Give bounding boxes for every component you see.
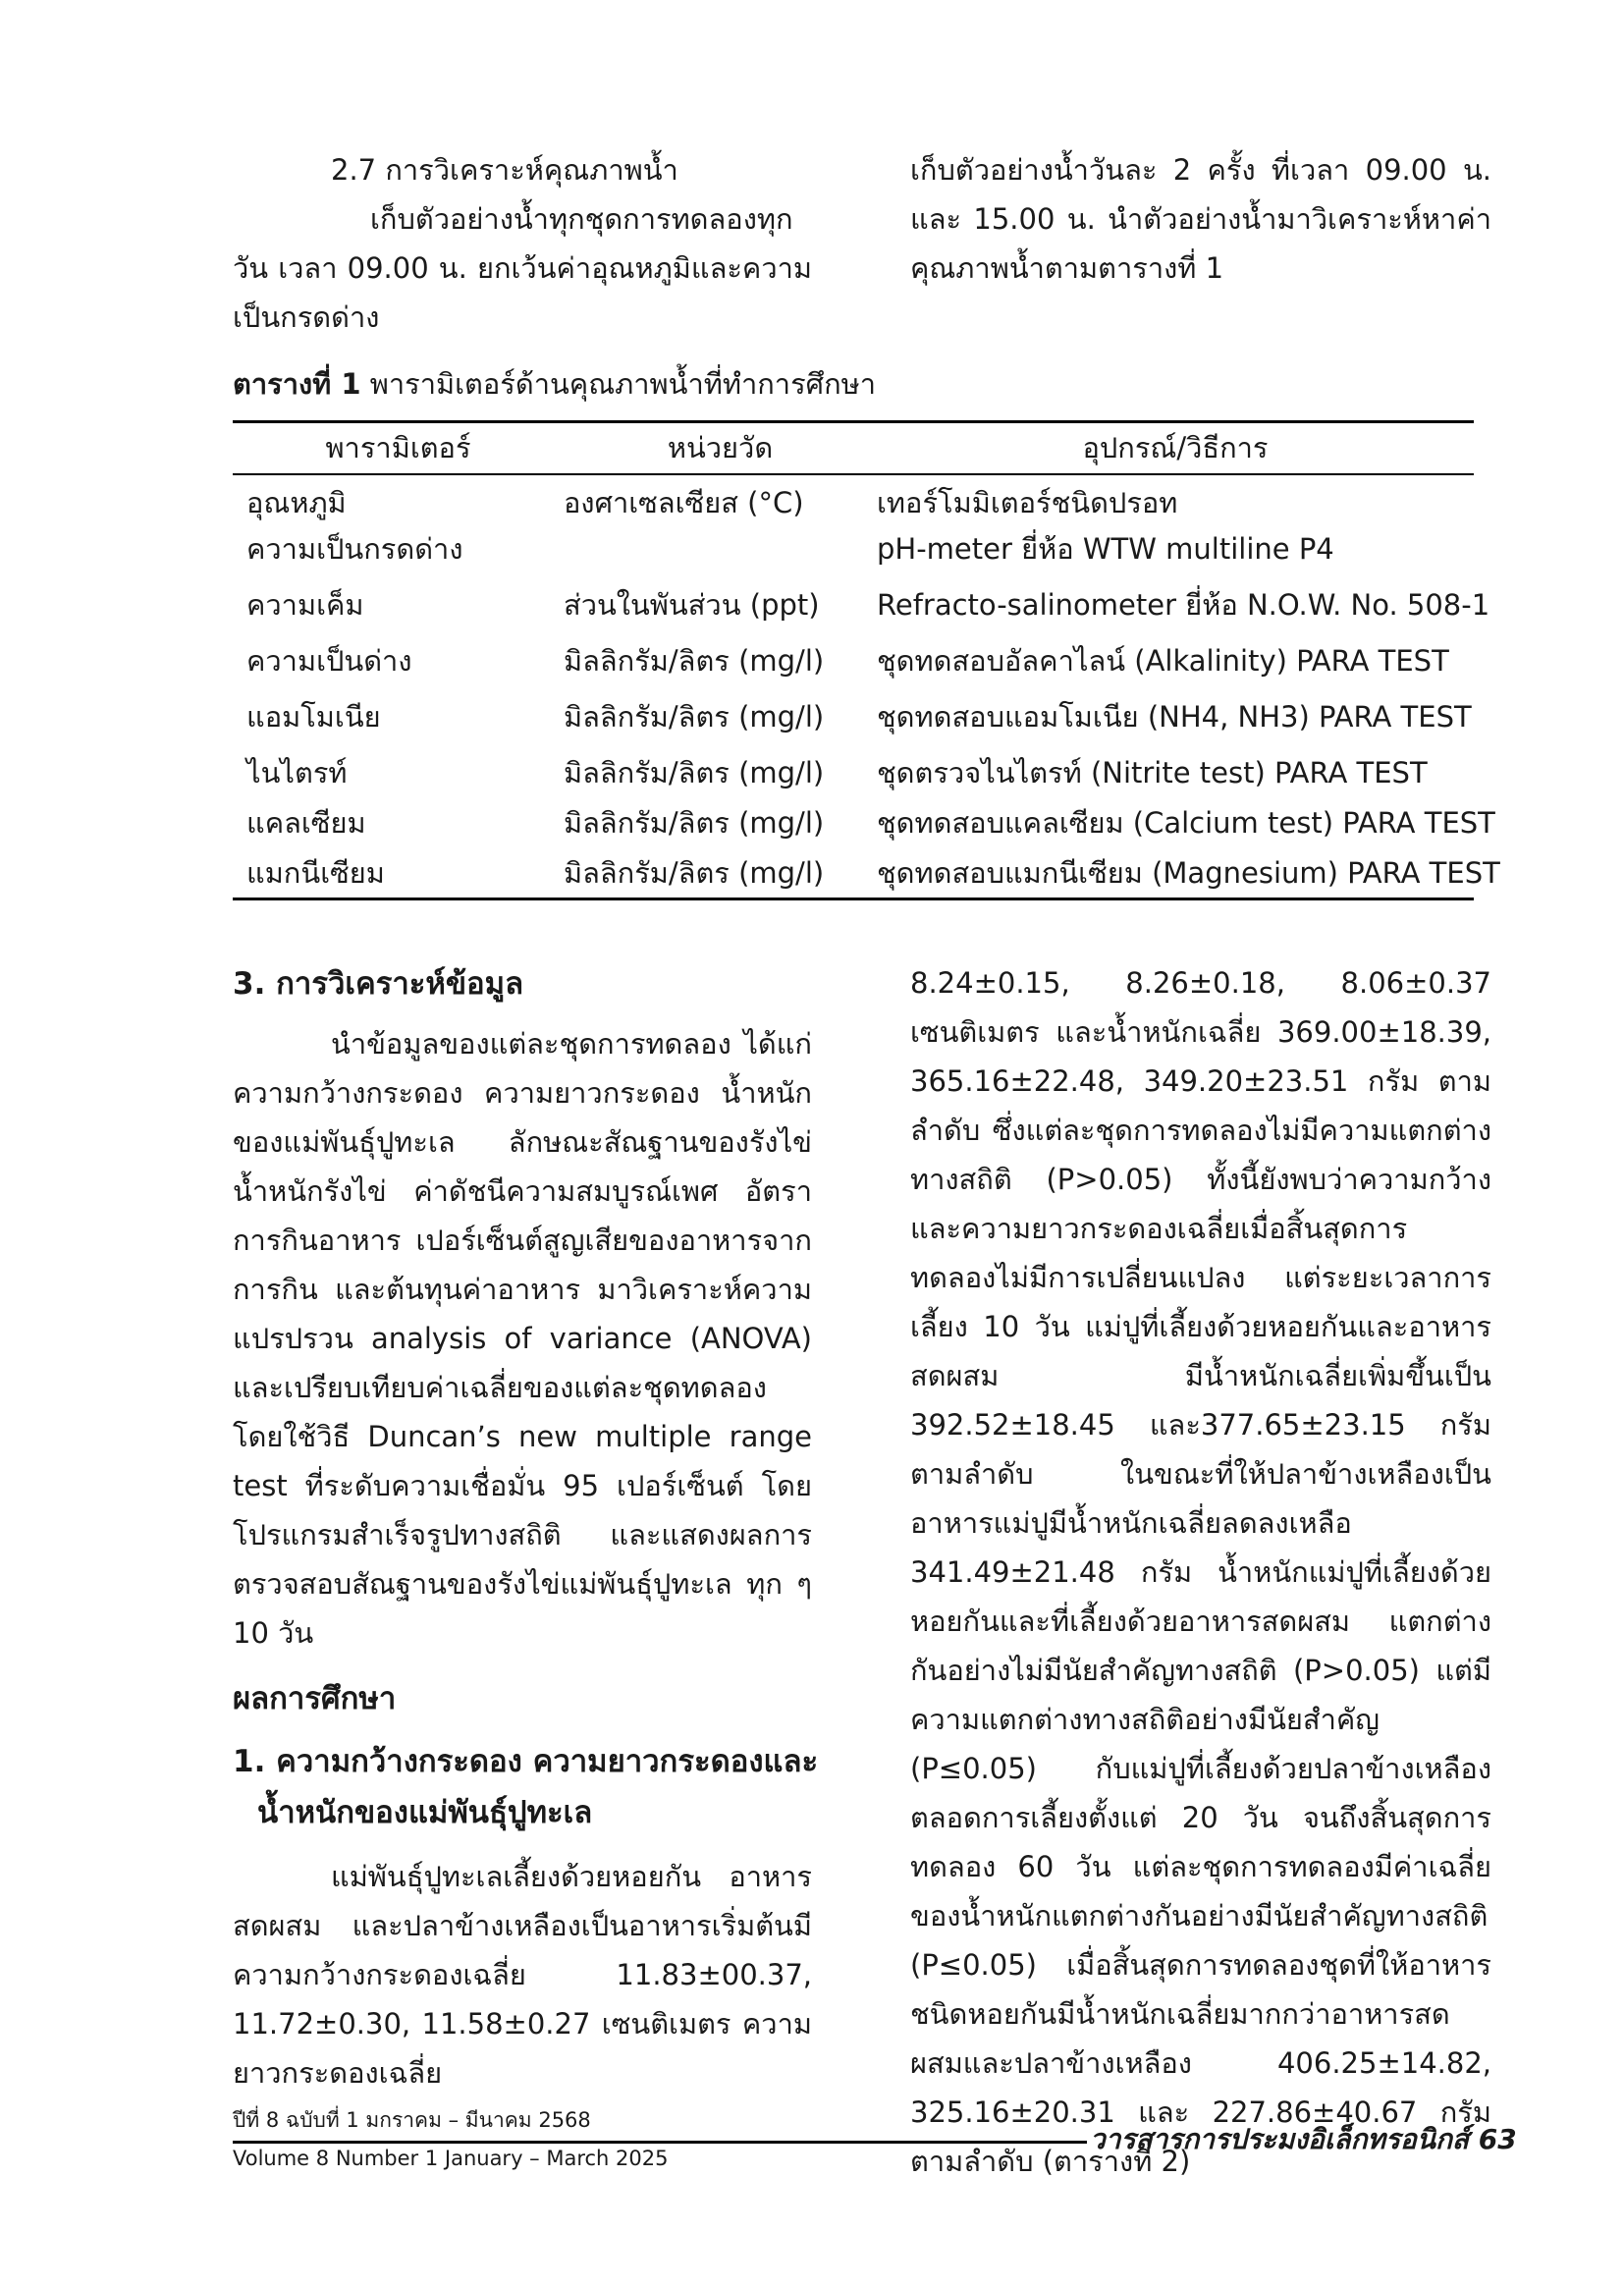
cell-method: ชุดทดสอบอัลคาไลน์ (Alkalinity) PARA TEST: [877, 644, 1449, 678]
table-header-rule: [233, 473, 1474, 475]
cell-parameter: อุณหภูมิ: [246, 486, 347, 519]
results-paragraph-left: แม่พันธุ์ปูทะเลเลี้ยงด้วยหอยกัน อาหารสดผสม และปลาข้างเหลืองเป็นอาหารเริ่มต้นมีความกว้างกระดองเฉลี่ย 11.83±00.37, 11.72±0.30, 11.58±0.27 เซนติเมตร ความยาวกระดองเฉลี่ย: [233, 1860, 812, 2090]
table-body: [233, 483, 1500, 905]
section-3-heading: 3. การวิเคราะห์ข้อมูล: [233, 966, 524, 1002]
cell-parameter: ความเป็นกรดด่าง: [246, 532, 463, 566]
cell-method: ชุดตรวจไนไตรท์ (Nitrite test) PARA TEST: [877, 756, 1428, 789]
water-quality-paragraph-left: เก็บตัวอย่างน้ำทุกชุดการทดลองทุกวัน เวลา 09.00 น. ยกเว้นค่าอุณหภูมิและความเป็นกรดด่าง: [233, 202, 812, 334]
cell-method: ชุดทดสอบแมกนีเซียม (Magnesium) PARA TEST: [877, 856, 1500, 890]
section-2-7-heading: 2.7 การวิเคราะห์คุณภาพน้ำ: [331, 153, 678, 187]
cell-unit: มิลลิกรัม/ลิตร (mg/l): [564, 700, 825, 734]
cell-unit: ส่วนในพันส่วน (ppt): [564, 588, 820, 622]
cell-method: ชุดทดสอบแคลเซียม (Calcium test) PARA TEST: [877, 806, 1495, 840]
cell-unit: มิลลิกรัม/ลิตร (mg/l): [564, 856, 825, 890]
cell-method: เทอร์โมมิเตอร์ชนิดปรอท: [877, 486, 1178, 519]
cell-parameter: ความเค็ม: [246, 588, 364, 622]
header-unit: หน่วยวัด: [667, 431, 774, 464]
table-row: [233, 641, 1474, 680]
footer-journal: [1090, 2118, 1517, 2161]
table-row: [233, 803, 1495, 843]
header-method: อุปกรณ์/วิธีการ: [1082, 431, 1269, 464]
table-row: [233, 853, 1500, 893]
footer-issue-english: Volume 8 Number 1 January – March 2025: [233, 2147, 669, 2170]
table-top-rule: [233, 420, 1474, 423]
results-paragraph-right: 8.24±0.15, 8.26±0.18, 8.06±0.37 เซนติเมตร และน้ำหนักเฉลี่ย 369.00±18.39, 365.16±22.48, 349.20±23.51 กรัม ตามลำดับ ซึ่งแต่ละชุดการทดลองไม่มีความแตกต่างทางสถิติ (P>0.05) ทั้งนี้ยังพบว่าความกว้างและความยาวกระดองเฉลี่ยเมื่อสิ้นสุดการทดลองไม่มีการเปลี่ยนแปลง แต่ระยะเวลาการเลี้ยง 10 วัน แม่ปูที่เลี้ยงด้วยหอยกันและอาหารสดผสม มีน้ำหนักเฉลี่ยเพิ่มขึ้นเป็น 392.52±18.45 และ377.65±23.15 กรัม ตามลำดับ ในขณะที่ให้ปลาข้างเหลืองเป็นอาหารแม่ปูมีน้ำหนักเฉลี่ยลดลงเหลือ 341.49±21.48 กรัม น้ำหนักแม่ปูที่เลี้ยงด้วยหอยกันและที่เลี้ยงด้วยอาหารสดผสม แตกต่างกันอย่างไม่มีนัยสำคัญทางสถิติ (P>0.05) แต่มีความแตกต่างทางสถิติอย่างมีนัยสำคัญ (P≤0.05) กับแม่ปูที่เลี้ยงด้วยปลาข้างเหลืองตลอดการเลี้ยงตั้งแต่ 20 วัน จนถึงสิ้นสุดการทดลอง 60 วัน แต่ละชุดการทดลองมีค่าเฉลี่ยของน้ำหนักแตกต่างกันอย่างมีนัยสำคัญทางสถิติ (P≤0.05) เมื่อสิ้นสุดการทดลองชุดที่ให้อาหารชนิดหอยกันมีน้ำหนักเฉลี่ยมากกว่าอาหารสดผสมและปลาข้างเหลือง 406.25±14.82, 325.16±20.31 และ 227.86±40.67 กรัม ตามลำดับ (ตารางที่ 2): [910, 966, 1491, 2178]
results-subheading-line1: 1. ความกว้างกระดอง ความยาวกระดองและ: [233, 1744, 819, 1779]
footer-issue-thai: ปีที่ 8 ฉบับที่ 1 มกราคม – มีนาคม 2568: [233, 2108, 591, 2132]
cell-method: pH-meter ยี่ห้อ WTW multiline P4: [877, 532, 1334, 566]
results-heading: ผลการศึกษา: [233, 1681, 397, 1716]
cell-parameter: แอมโมเนีย: [246, 700, 381, 734]
cell-parameter: แคลเซียม: [246, 806, 366, 840]
table-header: [233, 426, 1474, 469]
table-row: [233, 753, 1474, 792]
cell-method: ชุดทดสอบแอมโมเนีย (NH4, NH3) PARA TEST: [877, 700, 1472, 734]
cell-unit: มิลลิกรัม/ลิตร (mg/l): [564, 756, 825, 789]
journal-title: วารสารการประมงอิเล็กทรอนิกส์: [1090, 2123, 1470, 2155]
cell-unit: องศาเซลเซียส (°C): [564, 486, 804, 519]
table-caption-text: พารามิเตอร์ด้านคุณภาพน้ำที่ทำการศึกษา: [369, 367, 877, 401]
cell-parameter: ไนไตรท์: [246, 756, 348, 789]
table-bottom-rule: [233, 898, 1474, 900]
table-row: [233, 585, 1490, 625]
cell-parameter: แมกนีเซียม: [246, 856, 385, 890]
page-number: 63: [1478, 2123, 1517, 2155]
cell-unit: มิลลิกรัม/ลิตร (mg/l): [564, 806, 825, 840]
cell-parameter: ความเป็นด่าง: [246, 644, 412, 678]
table-caption-label: ตารางที่ 1: [233, 367, 361, 401]
table-row: [233, 483, 1474, 522]
table-row: [233, 529, 1474, 569]
data-analysis-paragraph: นำข้อมูลของแต่ละชุดการทดลอง ได้แก่ ความกว้างกระดอง ความยาวกระดอง น้ำหนักของแม่พันธุ์ปูทะเล ลักษณะสัณฐานของรังไข่ น้ำหนักรังไข่ ค่าดัชนีความสมบูรณ์เพศ อัตราการกินอาหาร เปอร์เซ็นต์สูญเสียของอาหารจากการกิน และต้นทุนค่าอาหาร มาวิเคราะห์ความแปรปรวน analysis of variance (ANOVA) และเปรียบเทียบค่าเฉลี่ยของแต่ละชุดทดลองโดยใช้วิธี Duncan’s new multiple range test ที่ระดับความเชื่อมั่น 95 เปอร์เซ็นต์ โดยโปรแกรมสำเร็จรูปทางสถิติ และแสดงผลการตรวจสอบสัณฐานของรังไข่แม่พันธุ์ปูทะเล ทุก ๆ 10 วัน: [233, 1027, 812, 1650]
footer-rule: [233, 2141, 1087, 2144]
header-parameter: พารามิเตอร์: [325, 431, 471, 464]
cell-method: Refracto-salinometer ยี่ห้อ N.O.W. No. 508-1: [877, 588, 1490, 622]
table-row: [233, 697, 1474, 736]
water-quality-paragraph-right: เก็บตัวอย่างน้ำวันละ 2 ครั้ง ที่เวลา 09.00 น. และ 15.00 น. นำตัวอย่างน้ำมาวิเคราะห์หาค่าคุณภาพน้ำตามตารางที่ 1: [910, 153, 1491, 285]
cell-unit: มิลลิกรัม/ลิตร (mg/l): [564, 644, 825, 678]
results-subheading-line2: น้ำหนักของแม่พันธุ์ปูทะเล: [257, 1795, 593, 1830]
table-caption: [233, 361, 1474, 407]
